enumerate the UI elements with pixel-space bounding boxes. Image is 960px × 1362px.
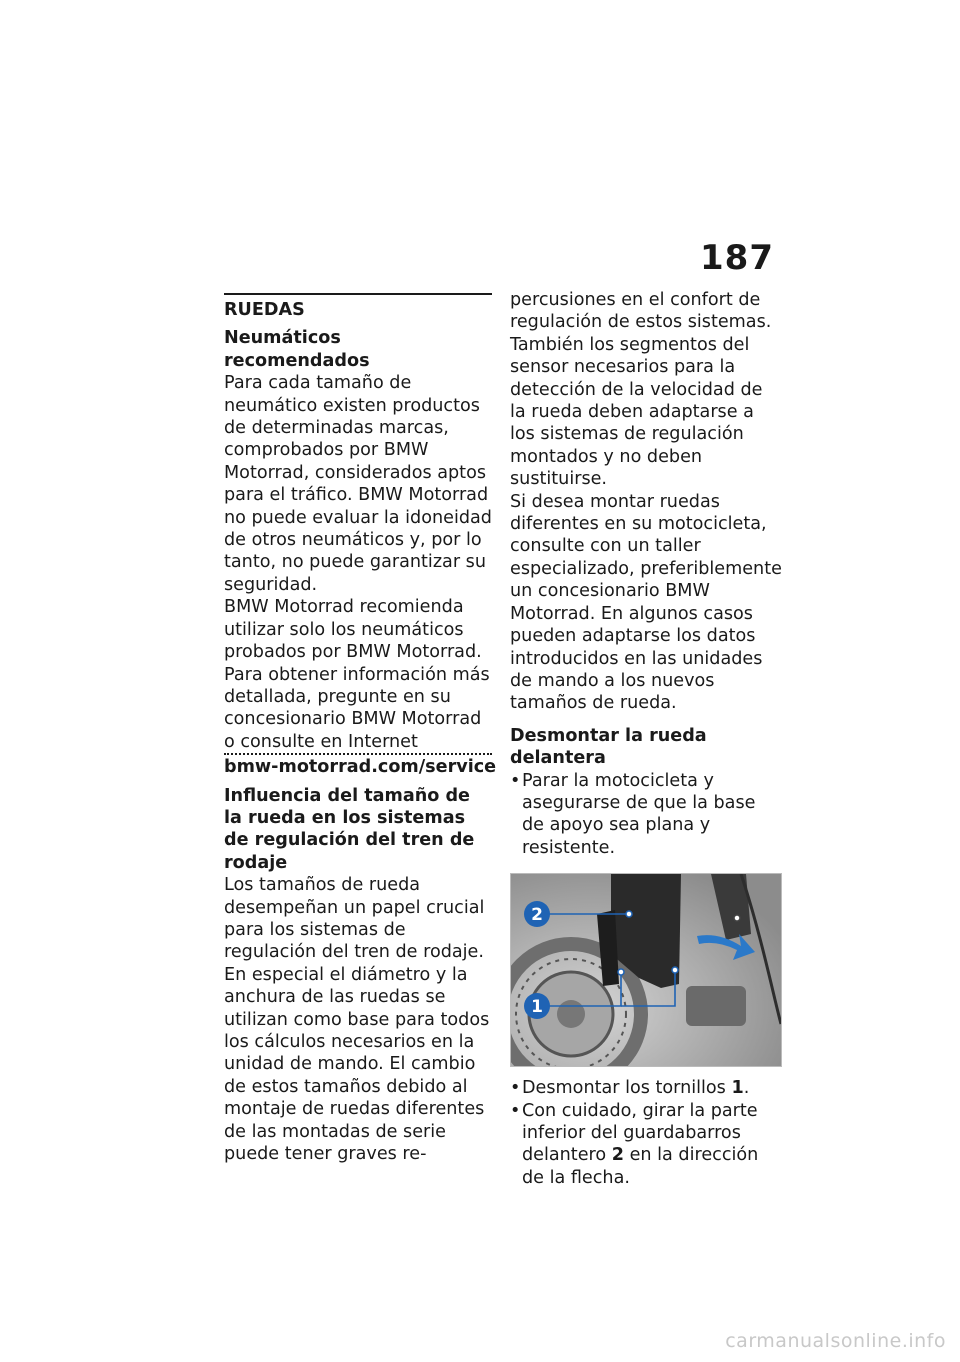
heading-influencia: Influencia del tamaño de la rueda en los sistemas de regulación del tren de rodaje (224, 785, 475, 873)
paragraph-informacion: Para obtener información más detallada, pregunte en su concesionario BMW Motorrad o consulte en Internet (224, 664, 490, 752)
step-desmontar-tornillos: • Desmontar los tornillos 1. (510, 1077, 782, 1099)
step-parar: • Parar la motocicleta y asegurarse de que la base de apoyo sea plana y resistente. (510, 770, 782, 860)
paragraph-ruedas-diferentes: Si desea montar ruedas diferentes en su motocicleta, consulte con un taller especializado, preferiblemente un concesionario BMW Motorrad. En algunos casos pueden adaptarse los datos introducidos en las unidades de mando a los nuevos tamaños de rueda. (510, 491, 782, 714)
paragraph-segmentos: También los segmentos del sensor necesarios para la detección de la velocidad de la rueda deben adaptarse a los sistemas de regulación montados y no deben sustituirse. (510, 334, 763, 490)
heading-desmontar: Desmontar la rueda delantera (510, 725, 707, 769)
paragraph-influencia: Los tamaños de rueda desempeñan un papel crucial para los sistemas de regulación del tren de rodaje. En especial el diámetro y la anchura de las ruedas se utilizan como base para todos los cálculos necesarios en la unidad de mando. El cambio de estos tamaños debido al montaje de ruedas diferentes de las montadas de serie puede tener graves re- (224, 875, 490, 1165)
paragraph-repercusiones: percusiones en el confort de regulación de estos sistemas. (510, 290, 772, 333)
watermark: carmanualsonline.info (725, 1330, 946, 1352)
steps-list-2 (510, 1077, 782, 1189)
left-column (224, 293, 497, 1165)
step-girar-guardabarros: • Con cuidado, girar la parte inferior del guardabarros delantero 2 en la dirección de la flecha. (510, 1100, 782, 1190)
callout-1-label: 1 (531, 997, 543, 1018)
right-column (510, 289, 782, 1189)
service-link[interactable]: bmw-motorrad.com/service (224, 753, 492, 778)
steps-list-1 (510, 770, 782, 860)
section-title: RUEDAS (224, 293, 492, 321)
paragraph-neumaticos: Para cada tamaño de neumático existen productos de determinadas marcas, comprobados por BMW Motorrad, considerados aptos para el tráfico. BMW Motorrad no puede evaluar la idoneidad de otros neumáticos y, por lo tanto, no puede garantizar su seguridad. (224, 373, 492, 595)
callout-2-label: 2 (531, 905, 543, 926)
heading-neumaticos: Neumáticos recomendados (224, 328, 370, 371)
page-number: 187 (700, 238, 774, 278)
paragraph-recomienda: BMW Motorrad recomienda utilizar solo los neumáticos probados por BMW Motorrad. (224, 597, 482, 663)
front-wheel-figure (510, 873, 782, 1067)
